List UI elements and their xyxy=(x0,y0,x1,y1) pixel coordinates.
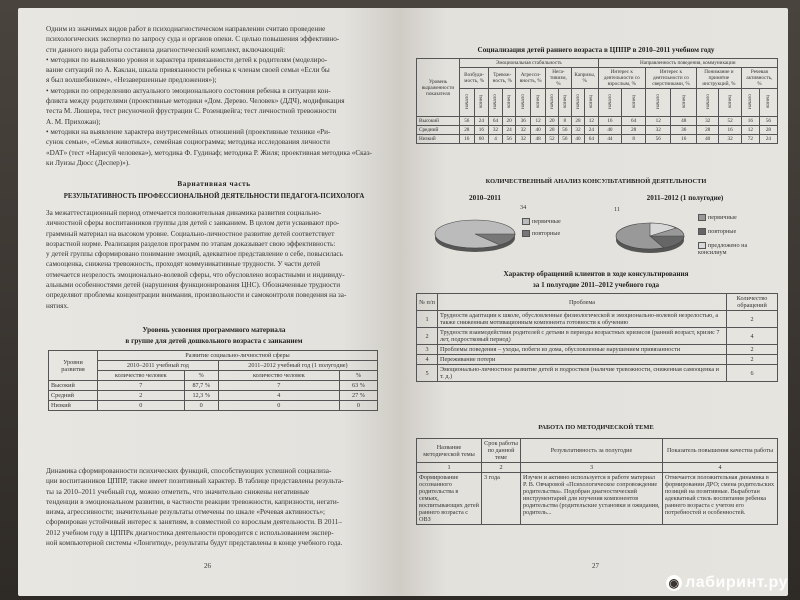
table-row xyxy=(417,311,778,328)
request-title-line-1: Характер обращений клиентов в ходе консультирования xyxy=(503,270,689,278)
table-cell: 52 xyxy=(546,135,559,144)
table-cell: 36 xyxy=(671,126,697,135)
table-row xyxy=(49,381,378,391)
sub-header xyxy=(489,89,503,117)
sub-header-label: конец xyxy=(727,95,734,108)
table-cell: 4 xyxy=(727,328,778,345)
text-line: тенденции в эмоциональном развитии, в частности реакции тревожности, капризности, негати- xyxy=(46,497,340,506)
pie2-legend-repeat xyxy=(698,228,736,235)
col-pct-header: % xyxy=(184,371,218,381)
table-cell: 6 xyxy=(727,365,778,382)
column-header: Тревож-ность, % xyxy=(489,68,516,89)
sub-header-label: конец xyxy=(535,95,542,108)
table-cell: 2 xyxy=(727,345,778,355)
pie-chart-2011-2012 xyxy=(610,212,690,258)
text-line: «DAT» (тест «Нарисуй человека»), методика Ф. Гудинаф; методика Р. Жиля; проективная методика «Сказ- xyxy=(46,148,372,157)
table-cell: 16 xyxy=(598,117,622,126)
text-line: у детей группы сформировано понимание эмоций, адекватное представление о себе, повысилась xyxy=(46,250,343,259)
sub-header-label: начало xyxy=(606,93,613,109)
table-cell: 64 xyxy=(489,117,503,126)
table-cell: 60 xyxy=(474,135,489,144)
text-line: За межаттестационный период отмечается положительная динамика развития социально- xyxy=(46,209,322,217)
sub-header xyxy=(741,89,759,117)
text-line: фликта между родителями (проективные методики «Дом. Дерево. Человек» (ДДЧ), модификация xyxy=(46,97,345,106)
text-line: сформирован устойчивый интерес к занятиям, в совместной со взрослым деятельности. В 2011– xyxy=(46,518,342,527)
sub-header xyxy=(474,89,489,117)
pie2-legend-consilium xyxy=(698,242,772,256)
column-header: Название методической темы xyxy=(417,439,482,463)
column-header: Результативность за полугодие xyxy=(521,439,663,463)
table-cell: 56 xyxy=(460,117,475,126)
col-count-header: количество человек xyxy=(98,371,185,381)
sub-header-label: конец xyxy=(478,95,485,108)
text-line: альными особенностями детей (нарушения функционирования ЦНС). Обозначенные трудности xyxy=(46,281,341,290)
text-line: Динамика сформированности психических функций, способствующих успешной социализа- xyxy=(46,467,332,475)
table-cell: 16 xyxy=(474,126,489,135)
table-cell: 24 xyxy=(759,135,777,144)
table-cell: 16 xyxy=(460,135,475,144)
col-num-header: № п/п xyxy=(417,294,438,311)
column-header: Агресси-вность, % xyxy=(516,68,546,89)
column-header: Срок работы по данной теме xyxy=(482,439,521,463)
col-count-header: количество человек xyxy=(218,371,339,381)
text-line: ты за 2010–2011 учебный год, можно отметить, что значительно снижены негативные xyxy=(46,487,309,496)
table-cell: 32 xyxy=(571,126,584,135)
left-page xyxy=(18,8,400,596)
sub-header-label: начало xyxy=(655,93,662,109)
pie1-title: 2010–2011 xyxy=(469,194,501,202)
column-index: 3 xyxy=(521,463,663,473)
text-line: нятиях. xyxy=(46,301,69,310)
table-cell: 12 xyxy=(645,117,670,126)
table-cell: 16 xyxy=(671,135,697,144)
table-cell: 28 xyxy=(460,126,475,135)
method-theme-cell: Формирование осознанного родительства в семьях, воспитывающих детей раннего возраста с ОВЗ xyxy=(417,473,482,525)
text-line: ки Луизы Дюсс (Деспер)»). xyxy=(46,158,130,167)
intro-text xyxy=(46,24,382,168)
sub-header xyxy=(585,89,598,117)
table-cell: 3 xyxy=(417,345,438,355)
sub-header xyxy=(531,89,546,117)
table-cell: Высокий xyxy=(49,381,98,391)
table-row xyxy=(417,117,778,126)
sub-header-label: начало xyxy=(492,93,499,109)
pie1-legend-repeat-label: повторные xyxy=(532,230,561,237)
table-row xyxy=(49,391,378,401)
method-indicator-cell: Отмечается положительная динамика в формировании ДРО; смена родительских позиций на позитивные. Выработан адекватный стиль воспитания ребенка раннего возраста с учетом его потребностей и особенностей. xyxy=(663,473,778,525)
col-problem-header: Проблема xyxy=(438,294,727,311)
table-title-line-2: в группе для детей дошкольного возраста с заиканием xyxy=(125,337,303,345)
table-cell: 64 xyxy=(622,117,646,126)
bottom-text xyxy=(46,466,382,548)
table-cell: 24 xyxy=(502,126,516,135)
table-cell: 4 xyxy=(489,135,503,144)
pie1-legend-repeat xyxy=(522,230,560,237)
method-table xyxy=(416,438,778,525)
row-level: Низкий xyxy=(417,135,460,144)
labirint-logo-icon: ◉ xyxy=(666,575,682,591)
sub-header xyxy=(502,89,516,117)
table-row xyxy=(417,365,778,382)
pie2-legend-repeat-label: повторные xyxy=(708,228,737,235)
table-cell: 32 xyxy=(696,117,718,126)
sub-header xyxy=(759,89,777,117)
table-cell: 56 xyxy=(558,135,571,144)
pie2-legend-primary-label: первичные xyxy=(708,214,737,221)
table-cell: 0 xyxy=(339,401,377,411)
text-line: возрастной норме. Реализация разделов программ по этапам доказывает свою эффективность: xyxy=(46,239,336,248)
text-line: • методики по определению актуального эмоционального состояния ребенка в ситуации кон- xyxy=(46,86,331,95)
page-number-right: 27 xyxy=(592,562,599,570)
sub-header-label: начало xyxy=(548,93,555,109)
column-header: Понимание и принятие инструкций, % xyxy=(696,68,741,89)
column-header: Речевая активность, % xyxy=(741,68,777,89)
table-cell: 5 xyxy=(417,365,438,382)
pie2-title: 2011–2012 (1 полугодие) xyxy=(646,194,724,202)
text-line: самооценка, снижена тревожность, проходят коммуникативные трудности. У части детей xyxy=(46,260,321,269)
column-index: 2 xyxy=(482,463,521,473)
sub-header-label: начало xyxy=(747,93,754,109)
text-line: Одним из значимых видов работ в психодиагностическом направлении считаю проведение xyxy=(46,25,326,33)
sub-header-label: конец xyxy=(561,95,568,108)
table-cell: 56 xyxy=(759,117,777,126)
col-sphere-header: Развитие социально-личностной сферы xyxy=(98,351,378,361)
table-cell: 32 xyxy=(489,126,503,135)
pie-section-title: КОЛИЧЕСТВЕННЫЙ АНАЛИЗ КОНСУЛЬТАТИВНОЙ ДЕЯТЕЛЬНОСТИ xyxy=(485,178,707,185)
table-cell: 72 xyxy=(741,135,759,144)
sub-header-label: начало xyxy=(520,93,527,109)
pie1-legend-primary xyxy=(522,218,561,225)
table-cell: 12 xyxy=(741,126,759,135)
text-line: А. М. Прихожан); xyxy=(46,117,101,126)
table-cell: 16 xyxy=(719,126,741,135)
table-cell: 1 xyxy=(417,311,438,328)
table-cell: 40 xyxy=(571,135,584,144)
pie2-legend-primary xyxy=(698,214,737,221)
column-header: Показатель повышения качества работы xyxy=(663,439,778,463)
group-direction-header: Направленность поведения, коммуникации xyxy=(598,59,777,68)
table-cell: 27 % xyxy=(339,391,377,401)
sub-header-label: начало xyxy=(704,93,711,109)
table-cell: 28 xyxy=(759,126,777,135)
row-level: Высокий xyxy=(417,117,460,126)
sub-header-label: конец xyxy=(680,95,687,108)
table-cell: 44 xyxy=(598,135,622,144)
table-cell: 16 xyxy=(741,117,759,126)
table-cell: 2 xyxy=(727,311,778,328)
table-cell: 28 xyxy=(696,126,718,135)
table-cell: 8 xyxy=(558,117,571,126)
table-cell: 56 xyxy=(645,135,670,144)
body-text xyxy=(46,208,382,311)
table-cell: 0 xyxy=(184,401,218,411)
subsection-title: РЕЗУЛЬТАТИВНОСТЬ ПРОФЕССИОНАЛЬНОЙ ДЕЯТЕЛЬНОСТИ ПЕДАГОГА-ПСИХОЛОГА xyxy=(63,193,365,200)
table-cell: 40 xyxy=(531,126,546,135)
table-cell: 0 xyxy=(98,401,185,411)
column-header: Нега-тивизм, % xyxy=(546,68,572,89)
page-number-left: 26 xyxy=(204,562,211,570)
table-cell: 4 xyxy=(218,391,339,401)
text-line: 2012 учебном году в ЦППРк диагностика деятельности проводится с использованием экспер- xyxy=(46,528,334,537)
pie2-value: 11 xyxy=(614,206,620,213)
socialization-table-title: Социализация детей раннего возраста в ЦППР в 2010–2011 учебном году xyxy=(477,46,715,54)
table-cell: Проблемы поведения – уходы, побеги из дома, обусловленные нарушением привязанности xyxy=(438,345,727,355)
column-header: Возбуди-мость, % xyxy=(460,68,489,89)
sub-header xyxy=(696,89,718,117)
table-cell: 64 xyxy=(585,135,598,144)
table-cell: 7 xyxy=(218,381,339,391)
text-line: определяют проблемы концентрации внимания, произвольности и самоконтроля поведения на за- xyxy=(46,291,347,300)
table-cell: 56 xyxy=(558,126,571,135)
sub-header-label: конец xyxy=(630,95,637,108)
table-cell: 32 xyxy=(719,135,741,144)
table-cell: 40 xyxy=(696,135,718,144)
sub-header xyxy=(719,89,741,117)
table-cell: 20 xyxy=(546,117,559,126)
column-index: 1 xyxy=(417,463,482,473)
sub-header xyxy=(645,89,670,117)
method-title: РАБОТА ПО МЕТОДИЧЕСКОЙ ТЕМЕ xyxy=(538,424,654,431)
table-cell: 2 xyxy=(98,391,185,401)
text-line: граммный материал на высоком уровне. Социально-личностное развитие детей соответствует xyxy=(46,229,335,238)
table-cell: 20 xyxy=(502,117,516,126)
table-cell: 32 xyxy=(645,126,670,135)
sub-header xyxy=(460,89,475,117)
program-level-table xyxy=(48,350,378,411)
col-year1-header: 2010–2011 учебный год xyxy=(98,361,219,371)
request-title-line-2: за 1 полугодие 2011–2012 учебного года xyxy=(532,281,660,289)
table-cell: 8 xyxy=(622,135,646,144)
right-page xyxy=(400,8,788,596)
col-pct-header: % xyxy=(339,371,377,381)
request-table xyxy=(416,293,778,382)
pie-chart-2010-2011 xyxy=(430,208,520,258)
table-cell: 2 xyxy=(417,328,438,345)
table-cell: Трудности адаптации к школе, обусловленные физиологической и эмоционально-волевой незрелостью, а также сниженным мотивационным компонента готовности к обучению xyxy=(438,311,727,328)
sub-header xyxy=(546,89,559,117)
watermark xyxy=(666,574,788,592)
table-row xyxy=(417,328,778,345)
table-cell: 40 xyxy=(598,126,622,135)
watermark-text: лабиринт.ру xyxy=(685,574,788,591)
sub-header-label: начало xyxy=(574,93,581,109)
group-emotional-header: Эмоциональная стабильность xyxy=(460,59,599,68)
text-line: ции воспитанников ЦППР, также имеет позитивный характер. В таблице представлены результа- xyxy=(46,477,344,486)
method-term-cell: 3 года xyxy=(482,473,521,525)
table-cell: 63 % xyxy=(339,381,377,391)
text-line: психологических экспертиз по запросу суда и органов опеки. С целью повышения эффективно- xyxy=(46,35,340,44)
pie2-legend-consilium-label: предложено на консилиум xyxy=(698,242,748,257)
table-cell: Трудности взаимодействия родителей с детьми в периоды возрастных кризисов (ранний возраст, кризис 7 лет, подростковый период) xyxy=(438,328,727,345)
table-title-line-1: Уровень усвоения программного материала xyxy=(142,326,286,334)
method-result-cell: Изучен и активно используется в работе материал Р. В. Овчаровой «Психологическое сопровождение родительства». Подобран диагностический инструментарий для изучения компонентов родительства (родительские установки и ожидания, родитель... xyxy=(521,473,663,525)
section-title: Вариативная часть xyxy=(177,180,251,188)
table-cell: Средний xyxy=(49,391,98,401)
col-count-header: Количество обращений xyxy=(727,294,778,311)
sub-header-label: конец xyxy=(588,95,595,108)
table-row xyxy=(417,135,778,144)
text-line: ной компьютерной системы «Лонгитюд», результаты будут представлены в конце учебного года. xyxy=(46,539,343,548)
sub-header-label: конец xyxy=(506,95,513,108)
sub-header xyxy=(571,89,584,117)
col-level-header: Уровень выраженности показателя xyxy=(417,59,460,117)
table-cell: 0 xyxy=(218,401,339,411)
column-header: Интерес к деятельности со сверстниками, % xyxy=(645,68,696,89)
sub-header xyxy=(622,89,646,117)
col-level-header: Уровни развития xyxy=(49,351,98,381)
table-row xyxy=(417,126,778,135)
table-cell: 24 xyxy=(585,126,598,135)
table-cell: Эмоционально-личностное развитие детей и подростков (наличие тревожности, сниженная самооценка и т. д.) xyxy=(438,365,727,382)
text-line: визма, агрессивности; значительные результаты отмечены по шкале «Речевая активность»; xyxy=(46,508,326,517)
table-row xyxy=(417,355,778,365)
table-cell: 7 xyxy=(98,381,185,391)
text-line: • методики на выявление характера внутрисемейных отношений (проективные техники «Ри- xyxy=(46,127,331,136)
table-cell: Переживание потери xyxy=(438,355,727,365)
table-row xyxy=(49,401,378,411)
table-cell: 32 xyxy=(516,126,531,135)
table-cell: 2 xyxy=(727,355,778,365)
text-line: я был волшебником», «Незавершенные предложения»); xyxy=(46,76,217,85)
table-cell: 24 xyxy=(474,117,489,126)
sub-header xyxy=(516,89,531,117)
text-line: сти данного вида работы составила диагностический комплект, включающий: xyxy=(46,45,286,54)
socialization-table xyxy=(416,58,778,144)
sub-header xyxy=(671,89,697,117)
sub-header-label: начало xyxy=(463,93,470,109)
pie1-value: 34 xyxy=(520,204,527,211)
text-line: личностной сферы воспитанников группы для детей с заиканием. В целом дети усваивают про- xyxy=(46,219,340,228)
text-line: сунок семьи», «Семья животных», семейная социограмма; методика исследования личности xyxy=(46,138,330,147)
column-header: Капризы, % xyxy=(571,68,598,89)
pie1-legend-primary-label: первичные xyxy=(532,218,561,225)
table-cell: 52 xyxy=(719,117,741,126)
text-line: вание ситуаций по А. Каклан, шкала привязанности ребенка к членам своей семьи «Если бы xyxy=(46,66,330,75)
table-cell: 12 xyxy=(585,117,598,126)
table-cell: 48 xyxy=(671,117,697,126)
table-cell: 36 xyxy=(516,117,531,126)
table-cell: Низкий xyxy=(49,401,98,411)
table-cell: 32 xyxy=(516,135,531,144)
col-year2-header: 2011–2012 учебный год (1 полугодие) xyxy=(218,361,377,371)
table-cell: 56 xyxy=(502,135,516,144)
table-row xyxy=(417,345,778,355)
text-line: теста М. Люшера, тест рисуночной фрустрации С. Розенцвейга; тест личностной тревожности xyxy=(46,107,337,116)
table-cell: 12,3 % xyxy=(184,391,218,401)
row-level: Средний xyxy=(417,126,460,135)
table-cell: 87,7 % xyxy=(184,381,218,391)
sub-header xyxy=(558,89,571,117)
table-cell: 28 xyxy=(571,117,584,126)
table-cell: 28 xyxy=(546,126,559,135)
sub-header xyxy=(598,89,622,117)
sub-header-label: конец xyxy=(765,95,772,108)
text-line: отмечается незрелость эмоционально-волевой сферы, что обусловлено возрастными и индивиду- xyxy=(46,270,345,279)
table-cell: 12 xyxy=(531,117,546,126)
table-cell: 4 xyxy=(417,355,438,365)
table-cell: 48 xyxy=(531,135,546,144)
text-line: • методики по выявлению уровня и характера привязанности детей к родителям (моделиро- xyxy=(46,55,328,64)
column-header: Интерес к деятельности со взрослым, % xyxy=(598,68,645,89)
column-index: 4 xyxy=(663,463,778,473)
table-cell: 28 xyxy=(622,126,646,135)
